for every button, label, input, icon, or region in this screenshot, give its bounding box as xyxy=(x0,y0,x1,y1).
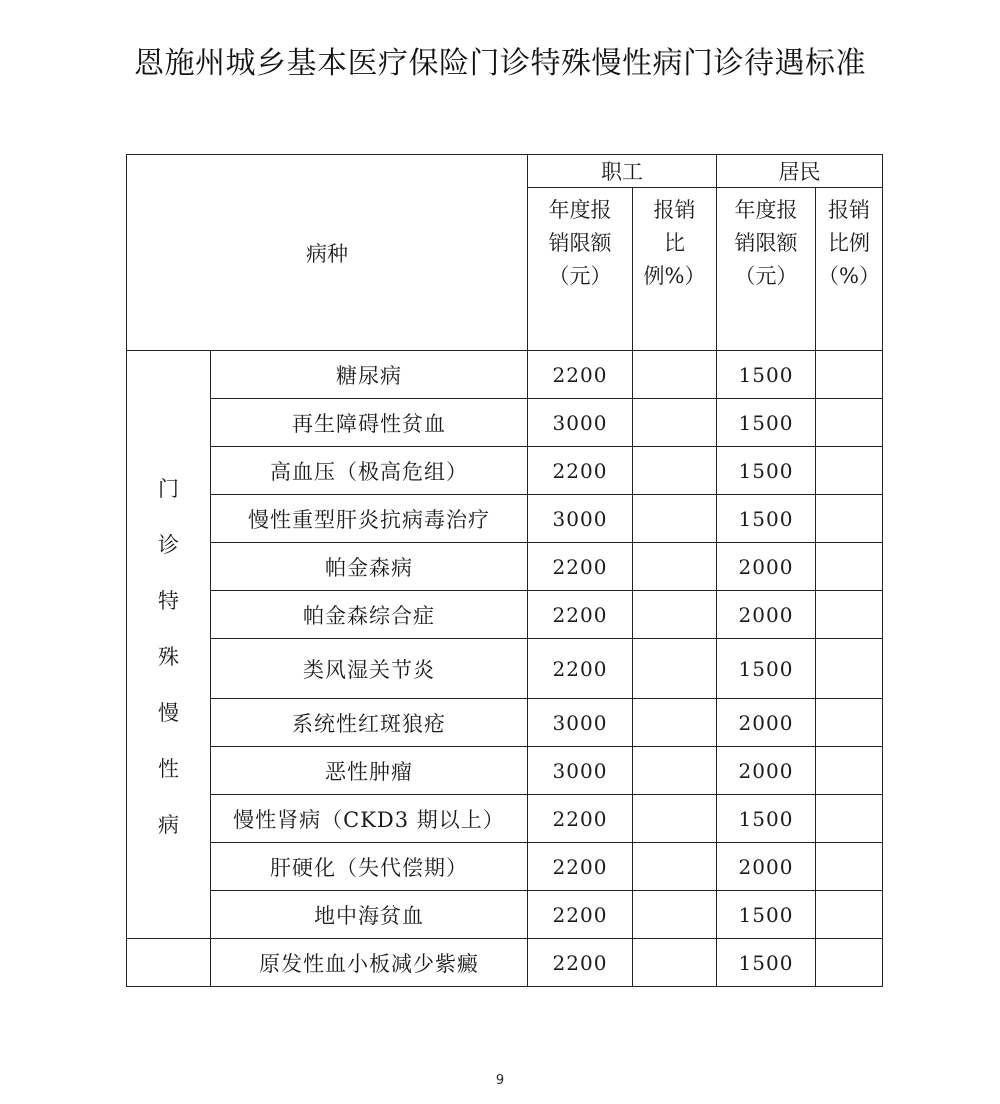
table-row xyxy=(127,399,883,447)
worker-limit-header xyxy=(528,188,633,351)
worker-limit-cell: 2200 xyxy=(528,891,633,939)
resident-limit-cell: 2000 xyxy=(717,843,816,891)
category-label: 门诊特殊慢性病 xyxy=(158,477,179,837)
header-line: 例%） xyxy=(643,264,706,288)
group-header-worker: 职工 xyxy=(528,155,717,188)
disease-name: 慢性肾病（CKD3 期以上） xyxy=(211,795,528,843)
worker-ratio-cell xyxy=(633,891,717,939)
header-line: （%） xyxy=(818,264,880,288)
header-line: 比例 xyxy=(828,231,870,255)
disease-name: 帕金森病 xyxy=(211,543,528,591)
worker-limit-cell: 2200 xyxy=(528,843,633,891)
worker-ratio-cell xyxy=(633,399,717,447)
table-row xyxy=(127,747,883,795)
resident-ratio-cell xyxy=(816,939,883,987)
resident-ratio-header xyxy=(816,188,883,351)
table-row xyxy=(127,447,883,495)
resident-limit-cell: 1500 xyxy=(717,891,816,939)
header-line: 报销 xyxy=(653,198,696,222)
worker-limit-cell: 2200 xyxy=(528,795,633,843)
resident-ratio-cell xyxy=(816,495,883,543)
resident-ratio-cell xyxy=(816,891,883,939)
worker-ratio-cell xyxy=(633,843,717,891)
resident-ratio-cell xyxy=(816,843,883,891)
treatment-standard-table xyxy=(126,154,883,987)
header-line: 报销 xyxy=(828,198,870,222)
disease-name: 高血压（极高危组） xyxy=(211,447,528,495)
worker-limit-cell: 2200 xyxy=(528,543,633,591)
table-row xyxy=(127,891,883,939)
header-line: 比 xyxy=(664,231,685,255)
resident-ratio-cell xyxy=(816,795,883,843)
resident-limit-cell: 1500 xyxy=(717,639,816,699)
resident-ratio-cell xyxy=(816,351,883,399)
worker-ratio-cell xyxy=(633,543,717,591)
worker-limit-cell: 2200 xyxy=(528,939,633,987)
worker-ratio-header xyxy=(633,188,717,351)
header-line: （元） xyxy=(548,264,612,288)
disease-name: 肝硬化（失代偿期） xyxy=(211,843,528,891)
resident-limit-cell: 1500 xyxy=(717,495,816,543)
disease-column-header: 病种 xyxy=(127,155,528,351)
disease-name: 类风湿关节炎 xyxy=(211,639,528,699)
resident-limit-cell: 1500 xyxy=(717,939,816,987)
table-row xyxy=(127,639,883,699)
resident-ratio-cell xyxy=(816,747,883,795)
worker-limit-cell: 2200 xyxy=(528,447,633,495)
disease-name: 系统性红斑狼疮 xyxy=(211,699,528,747)
worker-ratio-cell xyxy=(633,699,717,747)
header-line: （元） xyxy=(734,264,798,288)
category-cell xyxy=(127,351,211,939)
worker-limit-cell: 3000 xyxy=(528,495,633,543)
disease-name: 地中海贫血 xyxy=(211,891,528,939)
resident-limit-cell: 1500 xyxy=(717,795,816,843)
worker-limit-cell: 2200 xyxy=(528,591,633,639)
disease-name: 原发性血小板减少紫癜 xyxy=(211,939,528,987)
worker-limit-cell: 2200 xyxy=(528,351,633,399)
resident-limit-cell: 2000 xyxy=(717,543,816,591)
worker-ratio-cell xyxy=(633,591,717,639)
resident-limit-cell: 2000 xyxy=(717,699,816,747)
resident-limit-cell: 1500 xyxy=(717,399,816,447)
resident-limit-cell: 2000 xyxy=(717,591,816,639)
header-line: 年度报 xyxy=(734,198,798,222)
table-row xyxy=(127,699,883,747)
table-row xyxy=(127,591,883,639)
table-row xyxy=(127,939,883,987)
resident-ratio-cell xyxy=(816,399,883,447)
worker-limit-cell: 2200 xyxy=(528,639,633,699)
resident-limit-cell: 2000 xyxy=(717,747,816,795)
resident-ratio-cell xyxy=(816,543,883,591)
worker-ratio-cell xyxy=(633,795,717,843)
resident-limit-cell: 1500 xyxy=(717,351,816,399)
worker-ratio-cell xyxy=(633,495,717,543)
table-row xyxy=(127,495,883,543)
resident-limit-header xyxy=(717,188,816,351)
header-line: 销限额 xyxy=(548,231,612,255)
resident-ratio-cell xyxy=(816,639,883,699)
resident-ratio-cell xyxy=(816,699,883,747)
table-row xyxy=(127,351,883,399)
worker-ratio-cell xyxy=(633,939,717,987)
disease-name: 再生障碍性贫血 xyxy=(211,399,528,447)
resident-ratio-cell xyxy=(816,447,883,495)
header-line: 年度报 xyxy=(548,198,612,222)
worker-ratio-cell xyxy=(633,639,717,699)
worker-ratio-cell xyxy=(633,447,717,495)
category-cell-empty xyxy=(127,939,211,987)
disease-name: 慢性重型肝炎抗病毒治疗 xyxy=(211,495,528,543)
header-group-row xyxy=(127,155,883,188)
resident-limit-cell: 1500 xyxy=(717,447,816,495)
disease-name: 恶性肿瘤 xyxy=(211,747,528,795)
page-number: 9 xyxy=(495,1073,505,1088)
worker-limit-cell: 3000 xyxy=(528,399,633,447)
group-header-resident: 居民 xyxy=(717,155,883,188)
table-row xyxy=(127,843,883,891)
worker-ratio-cell xyxy=(633,747,717,795)
document-title: 恩施州城乡基本医疗保险门诊特殊慢性病门诊待遇标准 xyxy=(134,46,866,81)
disease-name: 帕金森综合症 xyxy=(211,591,528,639)
table-row xyxy=(127,543,883,591)
resident-ratio-cell xyxy=(816,591,883,639)
disease-name: 糖尿病 xyxy=(211,351,528,399)
worker-limit-cell: 3000 xyxy=(528,747,633,795)
worker-ratio-cell xyxy=(633,351,717,399)
table-row xyxy=(127,795,883,843)
header-line: 销限额 xyxy=(734,231,798,255)
worker-limit-cell: 3000 xyxy=(528,699,633,747)
